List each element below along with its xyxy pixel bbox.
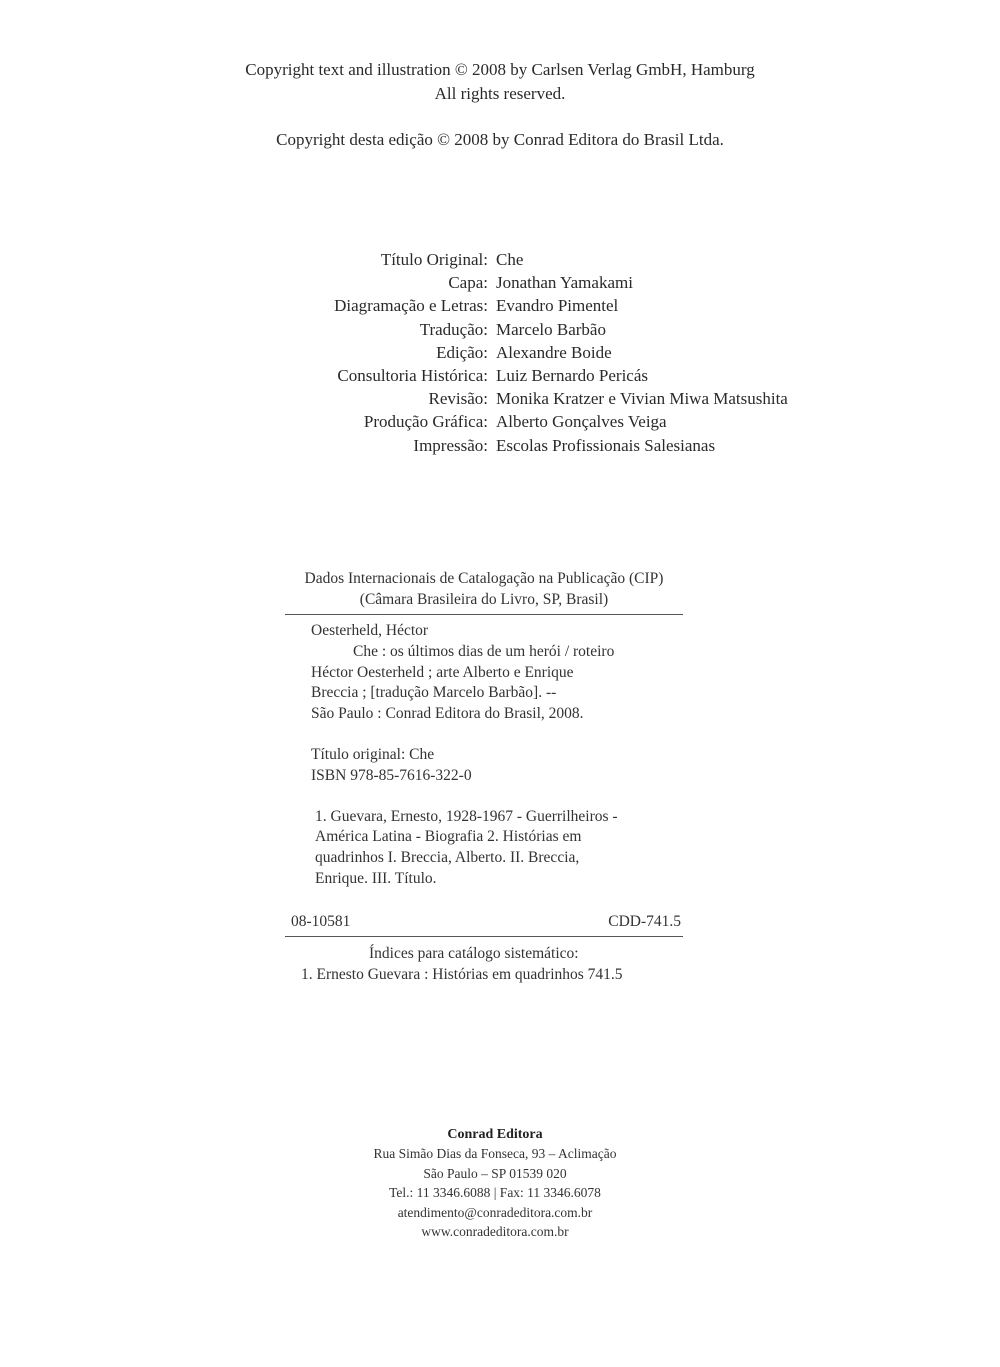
credit-label: Diagramação e Letras: xyxy=(334,296,488,316)
credit-row-graphic-production xyxy=(0,410,1000,433)
credit-row-original-title xyxy=(0,248,1000,271)
credit-value: Alexandre Boide xyxy=(496,342,612,362)
publisher-email: atendimento@conradeditora.com.br xyxy=(397,1204,593,1220)
credit-value: Monika Kratzer e Vivian Miwa Matsushita xyxy=(496,389,788,409)
cip-isbn: ISBN 978-85-7616-322-0 xyxy=(311,766,472,784)
cip-footer xyxy=(285,912,683,932)
cip-title-line: Dados Internacionais de Catalogação na Publicação (CIP) xyxy=(304,570,664,587)
cip-subject-line: América Latina - Biografia 2. Histórias em xyxy=(315,828,582,846)
credit-label: Tradução: xyxy=(419,319,488,339)
cip-indices-title: Índices para catálogo sistemático: xyxy=(369,944,579,962)
publisher-city: São Paulo – SP 01539 020 xyxy=(423,1165,567,1181)
credit-row-cover xyxy=(0,271,1000,294)
publisher-address: Rua Simão Dias da Fonseca, 93 – Aclimação xyxy=(373,1146,617,1162)
cip-subject-line: quadrinhos I. Breccia, Alberto. II. Breccia, xyxy=(315,849,580,867)
copyright-block xyxy=(0,58,1000,152)
cip-subject-line: 1. Guevara, Ernesto, 1928-1967 - Guerrilheiros - xyxy=(315,807,618,825)
credit-row-layout-lettering xyxy=(0,294,1000,317)
copyright-line-original: Copyright text and illustration © 2008 by Carlsen Verlag GmbH, Hamburg xyxy=(245,60,755,79)
cip-author: Oesterheld, Héctor xyxy=(311,622,429,639)
credit-row-revision xyxy=(0,387,1000,410)
copyright-line-edition: Copyright desta edição © 2008 by Conrad Editora do Brasil Ltda. xyxy=(276,130,724,149)
cip-control-number: 08-10581 xyxy=(291,912,351,930)
credit-label: Consultoria Histórica: xyxy=(337,365,488,385)
credit-value: Che xyxy=(496,250,524,269)
credit-row-printing xyxy=(0,434,1000,457)
credit-label: Capa: xyxy=(448,273,488,293)
cip-record xyxy=(285,621,683,890)
cip-description-line: Che : os últimos dias de um herói / roteiro xyxy=(353,642,615,660)
publisher-block xyxy=(0,1125,990,1241)
credit-label: Edição: xyxy=(436,342,488,362)
credit-value: Jonathan Yamakami xyxy=(496,273,633,293)
cip-subjects xyxy=(311,807,683,890)
credit-value: Marcelo Barbão xyxy=(496,319,606,339)
publisher-website: www.conradeditora.com.br xyxy=(421,1224,569,1240)
cip-description-line: Breccia ; [tradução Marcelo Barbão]. -- xyxy=(311,684,557,702)
cip-top-rule xyxy=(285,614,683,615)
credits-list xyxy=(0,248,1000,457)
credit-value: Evandro Pimentel xyxy=(496,296,619,316)
cip-block xyxy=(285,568,683,985)
publisher-name: Conrad Editora xyxy=(447,1127,543,1142)
cip-description-line: Héctor Oesterheld ; arte Alberto e Enrique xyxy=(311,663,574,681)
credit-row-editing xyxy=(0,341,1000,364)
credit-value: Escolas Profissionais Salesianas xyxy=(496,435,716,455)
spacer xyxy=(311,787,683,807)
credit-label: Revisão: xyxy=(428,389,488,409)
spacer xyxy=(311,725,683,745)
publisher-phone: Tel.: 11 3346.6088 | Fax: 11 3346.6078 xyxy=(389,1185,601,1201)
credit-label: Título Original: xyxy=(380,250,488,269)
cip-indices xyxy=(285,943,683,985)
cip-subject-line: Enrique. III. Título. xyxy=(315,869,437,887)
cip-subtitle-line: (Câmara Brasileira do Livro, SP, Brasil) xyxy=(359,591,609,608)
credit-row-translation xyxy=(0,318,1000,341)
credit-label: Impressão: xyxy=(413,435,488,455)
credit-value: Alberto Gonçalves Veiga xyxy=(496,412,667,432)
cip-description-line: São Paulo : Conrad Editora do Brasil, 2008. xyxy=(311,705,584,723)
cip-bottom-rule xyxy=(285,936,683,937)
cip-cdd: CDD-741.5 xyxy=(608,912,681,930)
rights-reserved: All rights reserved. xyxy=(434,84,566,103)
cip-title xyxy=(285,568,683,610)
credit-row-historical-consulting xyxy=(0,364,1000,387)
credit-label: Produção Gráfica: xyxy=(363,412,488,432)
cip-original-title: Título original: Che xyxy=(311,745,435,763)
cip-indices-entry: 1. Ernesto Guevara : Histórias em quadrinhos 741.5 xyxy=(301,965,623,983)
credit-value: Luiz Bernardo Pericás xyxy=(496,365,648,385)
